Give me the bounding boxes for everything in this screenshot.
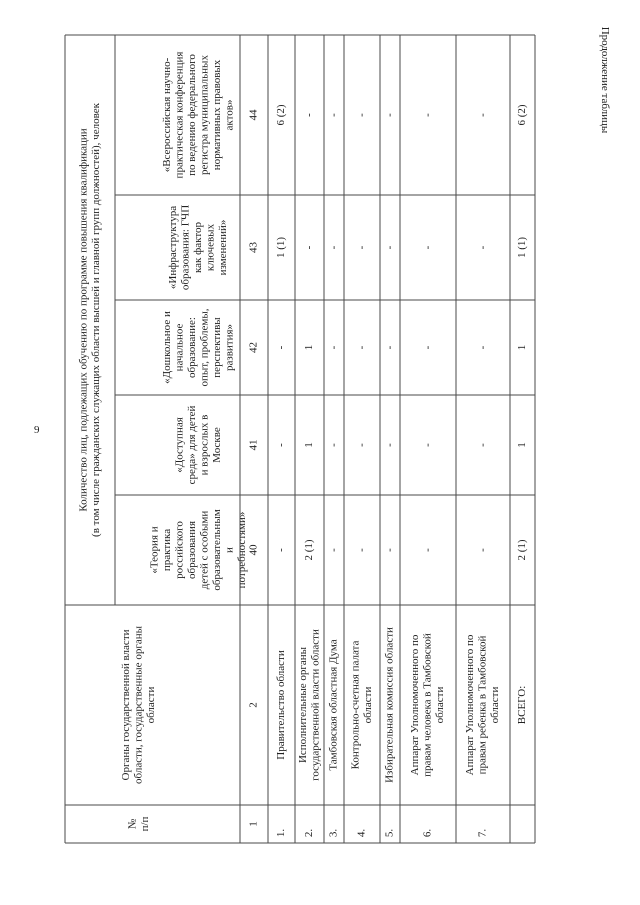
header-program-2-line: «Доступная (173, 417, 186, 473)
row-value-3-2 (328, 443, 340, 447)
column-number-2-line: 2 (247, 702, 260, 708)
row-organ-3-line: Тамбовская областная Дума (327, 639, 340, 771)
header-program-2 (173, 405, 223, 484)
row-value-4-1-line: - (355, 548, 368, 552)
header-organ (120, 625, 157, 784)
row-value-5-5-line: - (383, 113, 396, 117)
row-num-6 (422, 829, 434, 838)
row-value-7-4-line: - (476, 245, 489, 250)
row-num-4-line: 4. (355, 828, 368, 838)
row-num-5 (384, 829, 396, 838)
row-value-2-3-line: 1 (303, 344, 316, 351)
header-program-5 (161, 52, 236, 179)
total-value-4 (516, 237, 528, 258)
total-value-3-line: 1 (516, 344, 529, 351)
row-value-3-1 (328, 548, 340, 552)
header-program-1-line: российского (173, 521, 186, 579)
row-value-4-3 (356, 345, 368, 349)
header-program-5-line: актов» (223, 99, 236, 131)
row-value-6-2 (422, 443, 434, 447)
column-number-5-line: 42 (247, 342, 260, 353)
row-organ-6-line: Аппарат Уполномоченного по (409, 634, 422, 776)
row-value-3-5 (328, 113, 340, 117)
total-value-5 (516, 104, 528, 125)
row-organ-4 (349, 641, 374, 770)
header-program-4 (167, 205, 229, 290)
row-organ-5-line: Избирательная комиссия области (383, 627, 396, 783)
row-value-7-5-line: - (476, 113, 489, 117)
header-program-4-line: ключевых (204, 223, 217, 272)
row-value-7-1 (477, 548, 489, 552)
row-value-1-4 (275, 237, 287, 258)
header-program-1-line: детей с особыми (198, 510, 211, 590)
header-organ-line: области (145, 686, 158, 724)
column-number-7-line: 44 (247, 109, 260, 121)
row-num-3-line: 3. (327, 828, 340, 838)
column-number-3-line: 40 (247, 544, 260, 556)
row-value-1-4-line: 1 (1) (275, 236, 288, 259)
row-organ-2 (297, 629, 322, 781)
total-value-4-line: 1 (1) (516, 236, 529, 259)
header-program-3 (161, 308, 236, 386)
page-number: 9 (34, 424, 40, 436)
row-value-5-1-line: - (383, 548, 396, 552)
row-value-6-4 (422, 245, 434, 249)
header-program-1-line: потребностями» (235, 511, 248, 589)
header-program-3-line: перспективы (210, 317, 223, 378)
row-organ-6-line: правам человека в Тамбовской (421, 633, 434, 777)
header-program-4-line: образования: ГЧП (179, 204, 192, 291)
row-value-7-2-line: - (476, 443, 489, 447)
row-value-5-4 (384, 245, 396, 249)
row-num-2-line: 2. (303, 828, 316, 838)
row-num-7 (477, 829, 489, 838)
column-number-4-line: 41 (247, 439, 260, 451)
row-value-2-5 (303, 113, 315, 117)
row-value-6-3-line: - (421, 345, 434, 350)
header-program-2-line: среда» для детей (185, 405, 198, 485)
header-organ-line: области, государственные органы (132, 626, 145, 784)
column-number-3 (248, 544, 260, 556)
row-value-3-5-line: - (327, 113, 340, 117)
header-program-1-line: образовательным (210, 509, 223, 591)
row-value-2-3 (303, 345, 315, 351)
column-number-7 (248, 109, 260, 121)
header-group-line: Количество лиц, подлежащих обучению по программе повышения квалификации (77, 128, 90, 512)
row-organ-2-line: Исполнительные органы (296, 646, 309, 764)
row-value-7-4 (477, 245, 489, 249)
row-value-2-2 (303, 442, 315, 448)
header-program-2-line: Москве (210, 427, 223, 463)
row-value-6-5-line: - (421, 113, 434, 117)
header-program-5-line: регистра муниципальных (198, 55, 211, 175)
continuation-label: Продолжение таблицы (599, 26, 611, 134)
row-organ-1-line: Правительство области (275, 650, 288, 760)
row-value-6-4-line: - (421, 245, 434, 250)
header-program-1-line: и (223, 547, 236, 553)
row-value-5-3 (384, 345, 396, 349)
row-organ-4-line: области (361, 686, 374, 724)
row-organ-4-line: Контрольно-счетная палата (349, 640, 362, 770)
row-value-7-3-line: - (476, 345, 489, 350)
row-value-2-2-line: 1 (303, 442, 316, 448)
header-program-3-line: образование: (185, 317, 198, 378)
header-program-3-line: опыт, проблемы, (198, 308, 211, 387)
row-value-5-2-line: - (383, 443, 396, 447)
row-num-2 (303, 829, 315, 838)
row-value-4-5-line: - (355, 113, 368, 117)
total-value-5-line: 6 (2) (516, 104, 529, 126)
header-program-4-line: как фактор (192, 221, 205, 274)
row-organ-7-line: Аппарат Уполномоченного по (464, 634, 477, 776)
row-num-6-line: 6. (421, 828, 434, 838)
row-num-1-line: 1. (275, 828, 288, 838)
row-num-3 (328, 829, 340, 838)
row-value-3-4 (328, 245, 340, 249)
row-value-5-2 (384, 443, 396, 447)
row-value-2-1-line: 2 (1) (303, 539, 316, 561)
row-organ-7-line: области (489, 686, 502, 724)
row-value-3-3-line: - (327, 345, 340, 350)
row-value-1-2 (275, 443, 287, 447)
row-value-6-3 (422, 345, 434, 349)
row-organ-7 (464, 634, 501, 775)
row-value-1-2-line: - (275, 443, 288, 447)
header-num (126, 816, 151, 831)
total-value-2 (516, 442, 528, 448)
row-value-2-4 (303, 245, 315, 249)
row-value-1-1-line: - (275, 548, 288, 552)
row-value-1-5-line: 6 (2) (275, 104, 288, 126)
header-group (77, 102, 102, 537)
row-value-4-4-line: - (355, 245, 368, 250)
row-organ-5 (384, 627, 396, 783)
header-program-5-line: практическая конференция (173, 51, 186, 179)
header-num-line: п/п (138, 816, 151, 832)
column-number-1 (248, 821, 260, 827)
row-value-1-3 (275, 345, 287, 349)
header-program-3-line: «Дошкольное и (160, 311, 173, 384)
row-num-1 (275, 829, 287, 838)
row-value-4-2-line: - (355, 443, 368, 447)
row-value-5-4-line: - (383, 245, 396, 250)
header-program-5-line: нормативных правовых (210, 59, 223, 171)
row-value-1-3-line: - (275, 345, 288, 350)
row-value-1-5 (275, 104, 287, 125)
total-value-3 (516, 345, 528, 351)
row-num-5-line: 5. (383, 828, 396, 838)
row-value-7-2 (477, 443, 489, 447)
header-organ-line: Органы государственной власти (120, 629, 133, 781)
row-value-6-1-line: - (421, 548, 434, 552)
header-program-4-line: изменений» (217, 219, 230, 276)
row-value-5-5 (384, 113, 396, 117)
row-value-5-3-line: - (383, 345, 396, 350)
row-value-6-5 (422, 113, 434, 117)
header-num-line: № (126, 818, 139, 830)
total-label-line: ВСЕГО: (516, 685, 529, 725)
column-number-2 (248, 702, 260, 708)
row-value-2-5-line: - (303, 113, 316, 117)
row-value-4-4 (356, 245, 368, 249)
header-program-2-line: и взрослых в (198, 414, 211, 476)
header-program-4-line: «Инфраструктура (167, 205, 180, 290)
row-value-6-2-line: - (421, 443, 434, 447)
header-program-1-line: практика (160, 528, 173, 572)
row-organ-7-line: правам ребенка в Тамбовской (476, 635, 489, 775)
column-number-4 (248, 440, 260, 451)
row-organ-3 (328, 639, 340, 770)
column-number-6-line: 43 (247, 242, 260, 253)
row-value-2-4-line: - (303, 245, 316, 250)
row-value-4-1 (356, 548, 368, 552)
total-value-1-line: 2 (1) (516, 539, 529, 561)
row-value-7-1-line: - (476, 548, 489, 552)
header-program-3-line: развития» (223, 323, 236, 372)
row-value-3-3 (328, 345, 340, 349)
row-value-7-3 (477, 345, 489, 349)
column-number-6 (248, 242, 260, 254)
total-label (516, 686, 528, 724)
row-organ-2-line: государственной власти области (309, 629, 322, 781)
total-value-1 (516, 539, 528, 560)
header-program-5-line: «Всероссийская научно- (160, 57, 173, 173)
row-num-4 (356, 829, 368, 838)
header-group-line: (в том числе гражданских служащих области высшей и главной групп должностей), человек (89, 103, 102, 537)
row-organ-6 (409, 633, 446, 777)
column-number-1-line: 1 (247, 821, 260, 827)
header-program-1 (148, 509, 248, 590)
row-value-7-5 (477, 113, 489, 117)
row-value-1-1 (275, 548, 287, 552)
row-organ-6-line: области (434, 686, 447, 724)
header-program-5-line: по ведению федерального (185, 54, 198, 176)
row-num-7-line: 7. (476, 828, 489, 838)
column-number-5 (248, 342, 260, 353)
row-value-4-5 (356, 113, 368, 117)
row-value-4-3-line: - (355, 345, 368, 350)
header-program-1-line: «Теория и (148, 526, 161, 574)
row-value-5-1 (384, 548, 396, 552)
row-value-3-2-line: - (327, 443, 340, 447)
row-organ-1 (275, 650, 287, 760)
row-value-2-1 (303, 539, 315, 560)
row-value-3-4-line: - (327, 245, 340, 250)
row-value-6-1 (422, 548, 434, 552)
header-program-1-line: образования (185, 520, 198, 580)
row-value-3-1-line: - (327, 548, 340, 552)
row-value-4-2 (356, 443, 368, 447)
header-program-3-line: начальное (173, 323, 186, 372)
total-value-2-line: 1 (516, 442, 529, 448)
